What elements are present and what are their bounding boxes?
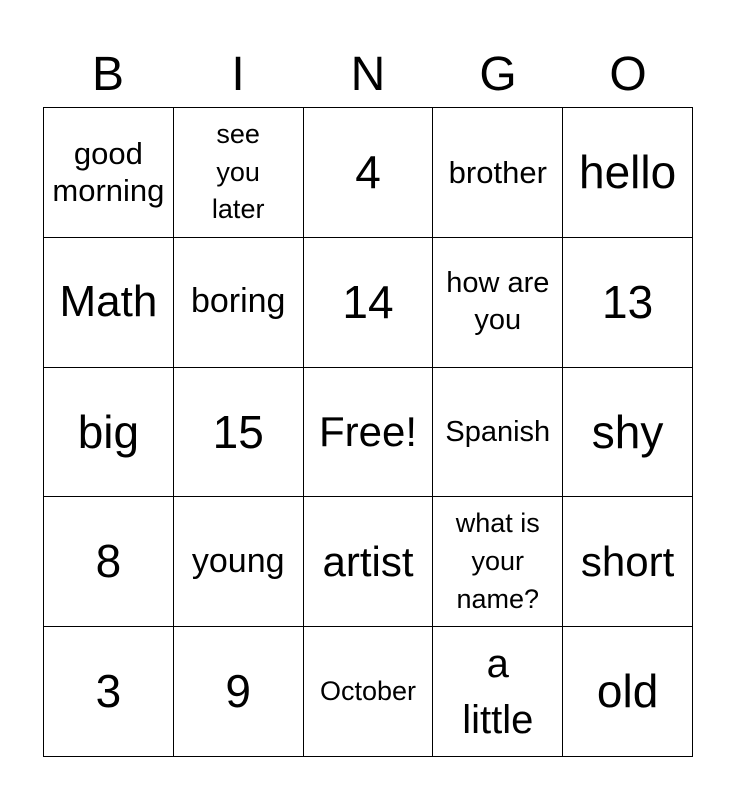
cell-text: Math [59,276,158,326]
bingo-header [43,44,693,106]
bingo-cell[interactable] [44,238,174,368]
cell-text: boring [190,282,286,321]
bingo-cell[interactable] [174,238,304,368]
bingo-cell[interactable] [174,108,304,238]
header-letter-i: I [231,48,245,101]
bingo-cell[interactable] [433,368,563,498]
cell-text: what is your name? [455,508,540,614]
cell-text: see you later [211,118,265,225]
bingo-cell[interactable] [433,108,563,238]
cell-text: Free! [318,407,417,455]
cell-text: good morning [52,136,165,209]
header-letter-o: O [609,48,647,101]
header-letter-n: N [350,48,386,101]
bingo-cell[interactable] [304,368,434,498]
bingo-cell[interactable] [563,108,693,238]
bingo-cell[interactable] [44,627,174,757]
bingo-cell[interactable] [174,497,304,627]
bingo-cell[interactable] [174,368,304,498]
cell-text: a little [462,641,534,742]
cell-text: 8 [95,535,122,588]
cell-text: 9 [225,665,251,718]
cell-text: hello [578,145,677,198]
bingo-board [43,107,693,757]
cell-text: 15 [212,405,264,458]
bingo-cell[interactable] [433,627,563,757]
bingo-cell[interactable] [563,497,693,627]
cell-text: brother [448,154,547,190]
cell-text: 13 [602,275,654,328]
header-letter-b: B [91,48,124,101]
bingo-cell[interactable] [304,627,434,757]
bingo-cell[interactable] [174,627,304,757]
bingo-cell[interactable] [44,497,174,627]
cell-text: artist [322,537,414,585]
header-letter-g: G [479,48,517,101]
bingo-cell[interactable] [44,368,174,498]
bingo-cell[interactable] [563,368,693,498]
cell-text: 14 [342,275,394,328]
bingo-cell[interactable] [433,238,563,368]
cell-text: October [319,675,417,706]
bingo-cell[interactable] [563,238,693,368]
cell-text: big [77,405,140,458]
cell-text: Spanish [445,415,551,448]
bingo-cell[interactable] [304,108,434,238]
cell-text: how are you [446,266,550,337]
bingo-cell[interactable] [304,238,434,368]
cell-text: short [580,537,675,585]
cell-text: shy [591,405,664,458]
cell-text: 4 [355,145,381,198]
bingo-cell[interactable] [433,497,563,627]
cell-text: old [596,665,659,718]
bingo-cell[interactable] [44,108,174,238]
bingo-cell[interactable] [304,497,434,627]
cell-text: young [191,541,285,580]
cell-text: 3 [95,665,122,718]
bingo-cell[interactable] [563,627,693,757]
